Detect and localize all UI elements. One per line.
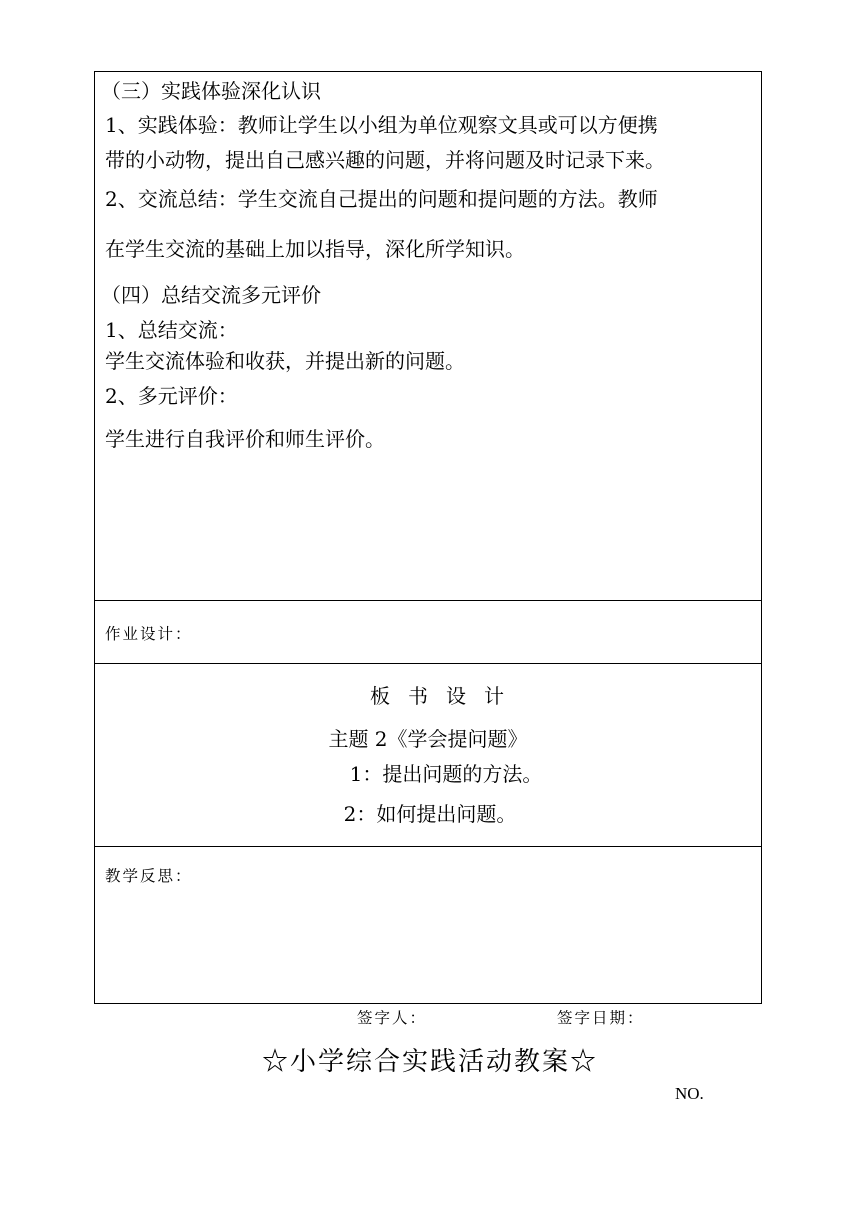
board-point-2: 2：如何提出问题。: [343, 802, 517, 826]
homework-label: 作业设计：: [105, 625, 193, 643]
board-title: 板书设计: [370, 684, 522, 708]
section3-p2-line2: 在学生交流的基础上加以指导，深化所学知识。: [105, 237, 525, 261]
section4-item2-title: 2、多元评价：: [105, 384, 238, 408]
section3-p1-line2: 带的小动物，提出自己感兴趣的问题，并将问题及时记录下来。: [105, 148, 665, 172]
signer-label: 签字人：: [357, 1009, 428, 1027]
homework-cell: [95, 601, 761, 664]
section3-p1-line1: 1、实践体验：教师让学生以小组为单位观察文具或可以方便携: [105, 113, 658, 137]
board-topic: 主题 2《学会提问题》: [328, 727, 528, 751]
board-point-1: 1：提出问题的方法。: [349, 762, 543, 786]
board-design-cell: [95, 664, 761, 847]
section4-item1-text: 学生交流体验和收获，并提出新的问题。: [105, 349, 465, 373]
number-label: NO.: [675, 1084, 704, 1103]
section4-item2-text: 学生进行自我评价和师生评价。: [105, 427, 385, 451]
section3-heading: （三）实践体验深化认识: [101, 79, 321, 103]
section4-item1-title: 1、总结交流：: [105, 318, 238, 342]
section3-p2-line1: 2、交流总结：学生交流自己提出的问题和提问题的方法。教师: [105, 187, 658, 211]
teaching-process-cell: [95, 72, 761, 601]
lesson-plan-table: [94, 71, 762, 1004]
sign-date-label: 签字日期：: [557, 1009, 645, 1027]
reflection-label: 教学反思：: [105, 867, 193, 885]
document-title: ☆小学综合实践活动教案☆: [261, 1047, 598, 1077]
section4-heading: （四）总结交流多元评价: [101, 283, 321, 307]
reflection-cell: [95, 847, 761, 1003]
